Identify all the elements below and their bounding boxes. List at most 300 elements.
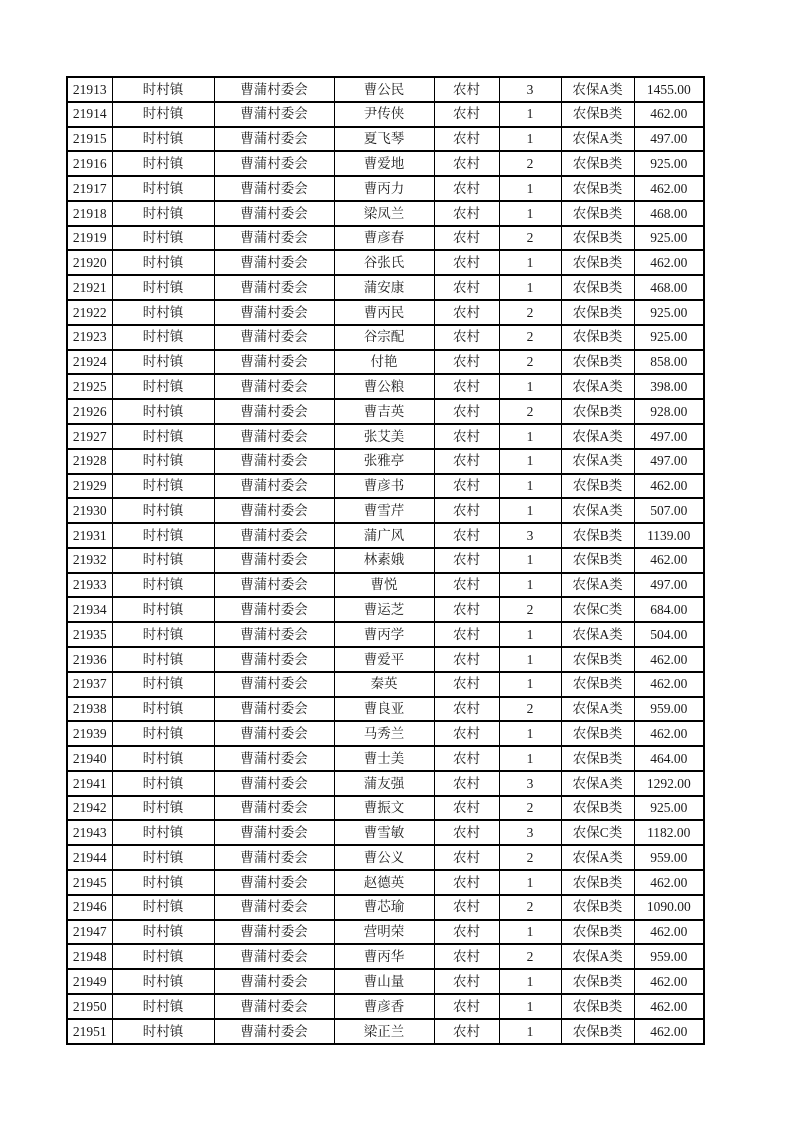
cell-person-name: 曹彦书 bbox=[334, 474, 434, 499]
cell-serial-number: 21924 bbox=[67, 350, 112, 375]
cell-residence-type: 农村 bbox=[434, 597, 499, 622]
cell-town: 时村镇 bbox=[112, 176, 214, 201]
cell-amount: 858.00 bbox=[634, 350, 704, 375]
cell-person-name: 曹丙力 bbox=[334, 176, 434, 201]
table-row bbox=[67, 498, 704, 523]
cell-town: 时村镇 bbox=[112, 250, 214, 275]
cell-serial-number: 21939 bbox=[67, 721, 112, 746]
cell-member-count: 1 bbox=[499, 622, 561, 647]
cell-amount: 925.00 bbox=[634, 226, 704, 251]
cell-insurance-class: 农保B类 bbox=[561, 672, 634, 697]
cell-insurance-class: 农保B类 bbox=[561, 275, 634, 300]
cell-person-name: 曹爱平 bbox=[334, 647, 434, 672]
cell-member-count: 2 bbox=[499, 350, 561, 375]
cell-amount: 1455.00 bbox=[634, 77, 704, 102]
table-row bbox=[67, 622, 704, 647]
cell-person-name: 梁正兰 bbox=[334, 1019, 434, 1044]
cell-person-name: 曹彦春 bbox=[334, 226, 434, 251]
cell-town: 时村镇 bbox=[112, 127, 214, 152]
cell-village-committee: 曹蒲村委会 bbox=[214, 697, 334, 722]
cell-residence-type: 农村 bbox=[434, 498, 499, 523]
cell-town: 时村镇 bbox=[112, 647, 214, 672]
cell-serial-number: 21923 bbox=[67, 325, 112, 350]
table-row bbox=[67, 597, 704, 622]
cell-village-committee: 曹蒲村委会 bbox=[214, 870, 334, 895]
cell-town: 时村镇 bbox=[112, 300, 214, 325]
cell-amount: 959.00 bbox=[634, 845, 704, 870]
cell-insurance-class: 农保A类 bbox=[561, 622, 634, 647]
cell-village-committee: 曹蒲村委会 bbox=[214, 201, 334, 226]
cell-village-committee: 曹蒲村委会 bbox=[214, 151, 334, 176]
cell-serial-number: 21945 bbox=[67, 870, 112, 895]
cell-residence-type: 农村 bbox=[434, 944, 499, 969]
cell-person-name: 梁凤兰 bbox=[334, 201, 434, 226]
cell-insurance-class: 农保B类 bbox=[561, 969, 634, 994]
cell-insurance-class: 农保B类 bbox=[561, 746, 634, 771]
cell-amount: 398.00 bbox=[634, 374, 704, 399]
table-row bbox=[67, 920, 704, 945]
cell-village-committee: 曹蒲村委会 bbox=[214, 250, 334, 275]
cell-insurance-class: 农保A类 bbox=[561, 771, 634, 796]
cell-residence-type: 农村 bbox=[434, 920, 499, 945]
cell-person-name: 谷张氏 bbox=[334, 250, 434, 275]
cell-member-count: 3 bbox=[499, 77, 561, 102]
cell-insurance-class: 农保B类 bbox=[561, 920, 634, 945]
cell-person-name: 曹山量 bbox=[334, 969, 434, 994]
cell-town: 时村镇 bbox=[112, 746, 214, 771]
cell-amount: 468.00 bbox=[634, 201, 704, 226]
cell-member-count: 1 bbox=[499, 672, 561, 697]
cell-residence-type: 农村 bbox=[434, 325, 499, 350]
table-row bbox=[67, 845, 704, 870]
cell-residence-type: 农村 bbox=[434, 151, 499, 176]
cell-village-committee: 曹蒲村委会 bbox=[214, 721, 334, 746]
cell-serial-number: 21936 bbox=[67, 647, 112, 672]
cell-town: 时村镇 bbox=[112, 102, 214, 127]
cell-residence-type: 农村 bbox=[434, 870, 499, 895]
cell-serial-number: 21919 bbox=[67, 226, 112, 251]
cell-amount: 1292.00 bbox=[634, 771, 704, 796]
cell-member-count: 1 bbox=[499, 127, 561, 152]
cell-residence-type: 农村 bbox=[434, 548, 499, 573]
cell-serial-number: 21928 bbox=[67, 449, 112, 474]
cell-insurance-class: 农保A类 bbox=[561, 845, 634, 870]
cell-insurance-class: 农保A类 bbox=[561, 573, 634, 598]
cell-residence-type: 农村 bbox=[434, 523, 499, 548]
cell-insurance-class: 农保A类 bbox=[561, 374, 634, 399]
cell-person-name: 曹公义 bbox=[334, 845, 434, 870]
cell-person-name: 曹吉英 bbox=[334, 399, 434, 424]
cell-serial-number: 21948 bbox=[67, 944, 112, 969]
cell-amount: 1139.00 bbox=[634, 523, 704, 548]
cell-town: 时村镇 bbox=[112, 944, 214, 969]
cell-village-committee: 曹蒲村委会 bbox=[214, 498, 334, 523]
cell-serial-number: 21913 bbox=[67, 77, 112, 102]
cell-member-count: 1 bbox=[499, 275, 561, 300]
table-row bbox=[67, 796, 704, 821]
cell-person-name: 曹运芝 bbox=[334, 597, 434, 622]
cell-amount: 959.00 bbox=[634, 697, 704, 722]
cell-town: 时村镇 bbox=[112, 721, 214, 746]
table-row bbox=[67, 895, 704, 920]
cell-person-name: 曹丙华 bbox=[334, 944, 434, 969]
cell-insurance-class: 农保A类 bbox=[561, 697, 634, 722]
cell-residence-type: 农村 bbox=[434, 672, 499, 697]
cell-member-count: 3 bbox=[499, 771, 561, 796]
cell-member-count: 2 bbox=[499, 796, 561, 821]
cell-serial-number: 21950 bbox=[67, 994, 112, 1019]
cell-amount: 462.00 bbox=[634, 1019, 704, 1044]
cell-member-count: 2 bbox=[499, 597, 561, 622]
cell-town: 时村镇 bbox=[112, 325, 214, 350]
cell-village-committee: 曹蒲村委会 bbox=[214, 399, 334, 424]
cell-residence-type: 农村 bbox=[434, 697, 499, 722]
cell-amount: 468.00 bbox=[634, 275, 704, 300]
cell-residence-type: 农村 bbox=[434, 474, 499, 499]
cell-amount: 462.00 bbox=[634, 474, 704, 499]
cell-amount: 462.00 bbox=[634, 250, 704, 275]
cell-person-name: 马秀兰 bbox=[334, 721, 434, 746]
cell-amount: 462.00 bbox=[634, 870, 704, 895]
cell-village-committee: 曹蒲村委会 bbox=[214, 350, 334, 375]
cell-residence-type: 农村 bbox=[434, 796, 499, 821]
cell-residence-type: 农村 bbox=[434, 746, 499, 771]
cell-town: 时村镇 bbox=[112, 796, 214, 821]
cell-insurance-class: 农保B类 bbox=[561, 474, 634, 499]
cell-member-count: 2 bbox=[499, 845, 561, 870]
cell-member-count: 1 bbox=[499, 498, 561, 523]
cell-residence-type: 农村 bbox=[434, 820, 499, 845]
cell-village-committee: 曹蒲村委会 bbox=[214, 796, 334, 821]
cell-serial-number: 21932 bbox=[67, 548, 112, 573]
cell-serial-number: 21914 bbox=[67, 102, 112, 127]
cell-serial-number: 21940 bbox=[67, 746, 112, 771]
cell-residence-type: 农村 bbox=[434, 1019, 499, 1044]
cell-amount: 462.00 bbox=[634, 176, 704, 201]
cell-person-name: 赵德英 bbox=[334, 870, 434, 895]
cell-town: 时村镇 bbox=[112, 399, 214, 424]
cell-village-committee: 曹蒲村委会 bbox=[214, 994, 334, 1019]
cell-insurance-class: 农保C类 bbox=[561, 597, 634, 622]
cell-amount: 959.00 bbox=[634, 944, 704, 969]
cell-person-name: 蒲安康 bbox=[334, 275, 434, 300]
cell-insurance-class: 农保B类 bbox=[561, 250, 634, 275]
cell-insurance-class: 农保B类 bbox=[561, 151, 634, 176]
cell-residence-type: 农村 bbox=[434, 226, 499, 251]
cell-residence-type: 农村 bbox=[434, 771, 499, 796]
cell-person-name: 秦英 bbox=[334, 672, 434, 697]
cell-residence-type: 农村 bbox=[434, 102, 499, 127]
cell-village-committee: 曹蒲村委会 bbox=[214, 102, 334, 127]
cell-village-committee: 曹蒲村委会 bbox=[214, 845, 334, 870]
table-row bbox=[67, 697, 704, 722]
cell-member-count: 1 bbox=[499, 920, 561, 945]
cell-amount: 464.00 bbox=[634, 746, 704, 771]
cell-amount: 462.00 bbox=[634, 102, 704, 127]
cell-serial-number: 21934 bbox=[67, 597, 112, 622]
cell-insurance-class: 农保B类 bbox=[561, 523, 634, 548]
cell-serial-number: 21933 bbox=[67, 573, 112, 598]
table-row bbox=[67, 820, 704, 845]
cell-residence-type: 农村 bbox=[434, 399, 499, 424]
cell-serial-number: 21938 bbox=[67, 697, 112, 722]
cell-member-count: 1 bbox=[499, 374, 561, 399]
cell-town: 时村镇 bbox=[112, 597, 214, 622]
cell-serial-number: 21935 bbox=[67, 622, 112, 647]
cell-member-count: 2 bbox=[499, 300, 561, 325]
cell-amount: 497.00 bbox=[634, 449, 704, 474]
cell-serial-number: 21944 bbox=[67, 845, 112, 870]
cell-person-name: 曹芯瑜 bbox=[334, 895, 434, 920]
table-row bbox=[67, 548, 704, 573]
cell-town: 时村镇 bbox=[112, 969, 214, 994]
cell-village-committee: 曹蒲村委会 bbox=[214, 325, 334, 350]
table-row bbox=[67, 77, 704, 102]
cell-village-committee: 曹蒲村委会 bbox=[214, 622, 334, 647]
cell-village-committee: 曹蒲村委会 bbox=[214, 523, 334, 548]
cell-amount: 504.00 bbox=[634, 622, 704, 647]
cell-town: 时村镇 bbox=[112, 449, 214, 474]
table-row bbox=[67, 201, 704, 226]
cell-insurance-class: 农保C类 bbox=[561, 820, 634, 845]
cell-town: 时村镇 bbox=[112, 77, 214, 102]
table-row bbox=[67, 151, 704, 176]
table-row bbox=[67, 870, 704, 895]
cell-town: 时村镇 bbox=[112, 201, 214, 226]
cell-village-committee: 曹蒲村委会 bbox=[214, 374, 334, 399]
cell-village-committee: 曹蒲村委会 bbox=[214, 771, 334, 796]
cell-town: 时村镇 bbox=[112, 226, 214, 251]
table-row bbox=[67, 1019, 704, 1044]
cell-person-name: 尹传侠 bbox=[334, 102, 434, 127]
cell-amount: 925.00 bbox=[634, 325, 704, 350]
cell-serial-number: 21951 bbox=[67, 1019, 112, 1044]
cell-person-name: 谷宗配 bbox=[334, 325, 434, 350]
cell-town: 时村镇 bbox=[112, 350, 214, 375]
cell-member-count: 1 bbox=[499, 746, 561, 771]
cell-residence-type: 农村 bbox=[434, 622, 499, 647]
cell-member-count: 2 bbox=[499, 399, 561, 424]
cell-person-name: 曹公粮 bbox=[334, 374, 434, 399]
cell-residence-type: 农村 bbox=[434, 77, 499, 102]
cell-amount: 928.00 bbox=[634, 399, 704, 424]
table-row bbox=[67, 721, 704, 746]
cell-residence-type: 农村 bbox=[434, 721, 499, 746]
table-body bbox=[67, 77, 704, 1044]
cell-insurance-class: 农保A类 bbox=[561, 498, 634, 523]
table-row bbox=[67, 226, 704, 251]
cell-serial-number: 21926 bbox=[67, 399, 112, 424]
cell-person-name: 曹悦 bbox=[334, 573, 434, 598]
cell-member-count: 1 bbox=[499, 573, 561, 598]
table-row bbox=[67, 250, 704, 275]
cell-insurance-class: 农保B类 bbox=[561, 796, 634, 821]
cell-serial-number: 21915 bbox=[67, 127, 112, 152]
cell-insurance-class: 农保B类 bbox=[561, 350, 634, 375]
cell-insurance-class: 农保A类 bbox=[561, 424, 634, 449]
cell-town: 时村镇 bbox=[112, 151, 214, 176]
cell-town: 时村镇 bbox=[112, 573, 214, 598]
cell-village-committee: 曹蒲村委会 bbox=[214, 548, 334, 573]
cell-village-committee: 曹蒲村委会 bbox=[214, 275, 334, 300]
cell-member-count: 2 bbox=[499, 151, 561, 176]
cell-member-count: 2 bbox=[499, 697, 561, 722]
cell-person-name: 营明荣 bbox=[334, 920, 434, 945]
cell-village-committee: 曹蒲村委会 bbox=[214, 449, 334, 474]
cell-amount: 462.00 bbox=[634, 920, 704, 945]
cell-residence-type: 农村 bbox=[434, 300, 499, 325]
cell-insurance-class: 农保B类 bbox=[561, 176, 634, 201]
table-row bbox=[67, 647, 704, 672]
table-row bbox=[67, 969, 704, 994]
table-row bbox=[67, 424, 704, 449]
cell-member-count: 1 bbox=[499, 548, 561, 573]
cell-person-name: 张雅亭 bbox=[334, 449, 434, 474]
table-row bbox=[67, 399, 704, 424]
cell-village-committee: 曹蒲村委会 bbox=[214, 573, 334, 598]
cell-amount: 684.00 bbox=[634, 597, 704, 622]
cell-amount: 497.00 bbox=[634, 424, 704, 449]
cell-residence-type: 农村 bbox=[434, 647, 499, 672]
cell-town: 时村镇 bbox=[112, 697, 214, 722]
cell-amount: 462.00 bbox=[634, 721, 704, 746]
cell-serial-number: 21947 bbox=[67, 920, 112, 945]
table-row bbox=[67, 994, 704, 1019]
cell-residence-type: 农村 bbox=[434, 250, 499, 275]
cell-insurance-class: 农保B类 bbox=[561, 226, 634, 251]
cell-member-count: 1 bbox=[499, 721, 561, 746]
cell-insurance-class: 农保B类 bbox=[561, 895, 634, 920]
cell-town: 时村镇 bbox=[112, 771, 214, 796]
cell-residence-type: 农村 bbox=[434, 374, 499, 399]
cell-village-committee: 曹蒲村委会 bbox=[214, 1019, 334, 1044]
cell-village-committee: 曹蒲村委会 bbox=[214, 226, 334, 251]
cell-amount: 1182.00 bbox=[634, 820, 704, 845]
cell-residence-type: 农村 bbox=[434, 994, 499, 1019]
cell-amount: 462.00 bbox=[634, 994, 704, 1019]
cell-town: 时村镇 bbox=[112, 920, 214, 945]
table-row bbox=[67, 176, 704, 201]
cell-serial-number: 21930 bbox=[67, 498, 112, 523]
cell-residence-type: 农村 bbox=[434, 449, 499, 474]
cell-town: 时村镇 bbox=[112, 895, 214, 920]
cell-member-count: 1 bbox=[499, 424, 561, 449]
cell-serial-number: 21922 bbox=[67, 300, 112, 325]
cell-town: 时村镇 bbox=[112, 845, 214, 870]
cell-amount: 925.00 bbox=[634, 151, 704, 176]
cell-village-committee: 曹蒲村委会 bbox=[214, 647, 334, 672]
cell-member-count: 2 bbox=[499, 325, 561, 350]
table-row bbox=[67, 746, 704, 771]
cell-member-count: 1 bbox=[499, 176, 561, 201]
cell-village-committee: 曹蒲村委会 bbox=[214, 597, 334, 622]
cell-serial-number: 21949 bbox=[67, 969, 112, 994]
table-row bbox=[67, 523, 704, 548]
cell-village-committee: 曹蒲村委会 bbox=[214, 424, 334, 449]
cell-residence-type: 农村 bbox=[434, 573, 499, 598]
cell-village-committee: 曹蒲村委会 bbox=[214, 895, 334, 920]
cell-insurance-class: 农保B类 bbox=[561, 548, 634, 573]
cell-insurance-class: 农保B类 bbox=[561, 870, 634, 895]
cell-town: 时村镇 bbox=[112, 523, 214, 548]
cell-person-name: 蒲广风 bbox=[334, 523, 434, 548]
cell-residence-type: 农村 bbox=[434, 275, 499, 300]
cell-insurance-class: 农保A类 bbox=[561, 944, 634, 969]
cell-insurance-class: 农保B类 bbox=[561, 399, 634, 424]
table-row bbox=[67, 573, 704, 598]
table-row bbox=[67, 944, 704, 969]
cell-person-name: 曹丙学 bbox=[334, 622, 434, 647]
table-row bbox=[67, 325, 704, 350]
cell-person-name: 曹彦香 bbox=[334, 994, 434, 1019]
cell-village-committee: 曹蒲村委会 bbox=[214, 176, 334, 201]
cell-village-committee: 曹蒲村委会 bbox=[214, 920, 334, 945]
cell-serial-number: 21937 bbox=[67, 672, 112, 697]
cell-town: 时村镇 bbox=[112, 1019, 214, 1044]
cell-member-count: 1 bbox=[499, 969, 561, 994]
cell-town: 时村镇 bbox=[112, 275, 214, 300]
cell-residence-type: 农村 bbox=[434, 895, 499, 920]
cell-member-count: 1 bbox=[499, 1019, 561, 1044]
cell-village-committee: 曹蒲村委会 bbox=[214, 944, 334, 969]
cell-member-count: 3 bbox=[499, 820, 561, 845]
cell-insurance-class: 农保A类 bbox=[561, 127, 634, 152]
cell-town: 时村镇 bbox=[112, 374, 214, 399]
cell-member-count: 1 bbox=[499, 201, 561, 226]
cell-member-count: 3 bbox=[499, 523, 561, 548]
cell-insurance-class: 农保B类 bbox=[561, 102, 634, 127]
cell-town: 时村镇 bbox=[112, 474, 214, 499]
table-row bbox=[67, 449, 704, 474]
cell-person-name: 林素娥 bbox=[334, 548, 434, 573]
table-row bbox=[67, 672, 704, 697]
cell-insurance-class: 农保A类 bbox=[561, 449, 634, 474]
cell-village-committee: 曹蒲村委会 bbox=[214, 746, 334, 771]
cell-member-count: 1 bbox=[499, 449, 561, 474]
cell-member-count: 2 bbox=[499, 895, 561, 920]
cell-member-count: 1 bbox=[499, 474, 561, 499]
cell-amount: 1090.00 bbox=[634, 895, 704, 920]
cell-insurance-class: 农保B类 bbox=[561, 325, 634, 350]
cell-village-committee: 曹蒲村委会 bbox=[214, 672, 334, 697]
cell-person-name: 曹雪芹 bbox=[334, 498, 434, 523]
cell-amount: 507.00 bbox=[634, 498, 704, 523]
table-row bbox=[67, 127, 704, 152]
cell-person-name: 曹雪敏 bbox=[334, 820, 434, 845]
cell-village-committee: 曹蒲村委会 bbox=[214, 474, 334, 499]
cell-member-count: 1 bbox=[499, 102, 561, 127]
table-row bbox=[67, 350, 704, 375]
cell-town: 时村镇 bbox=[112, 820, 214, 845]
cell-member-count: 1 bbox=[499, 250, 561, 275]
cell-insurance-class: 农保B类 bbox=[561, 994, 634, 1019]
cell-town: 时村镇 bbox=[112, 548, 214, 573]
cell-person-name: 曹爱地 bbox=[334, 151, 434, 176]
cell-person-name: 曹士美 bbox=[334, 746, 434, 771]
cell-amount: 462.00 bbox=[634, 969, 704, 994]
cell-residence-type: 农村 bbox=[434, 350, 499, 375]
cell-amount: 462.00 bbox=[634, 672, 704, 697]
cell-person-name: 张艾美 bbox=[334, 424, 434, 449]
cell-serial-number: 21917 bbox=[67, 176, 112, 201]
cell-serial-number: 21927 bbox=[67, 424, 112, 449]
cell-serial-number: 21920 bbox=[67, 250, 112, 275]
cell-town: 时村镇 bbox=[112, 994, 214, 1019]
cell-person-name: 曹振文 bbox=[334, 796, 434, 821]
cell-insurance-class: 农保B类 bbox=[561, 201, 634, 226]
cell-person-name: 付艳 bbox=[334, 350, 434, 375]
benefit-table bbox=[66, 76, 705, 1045]
